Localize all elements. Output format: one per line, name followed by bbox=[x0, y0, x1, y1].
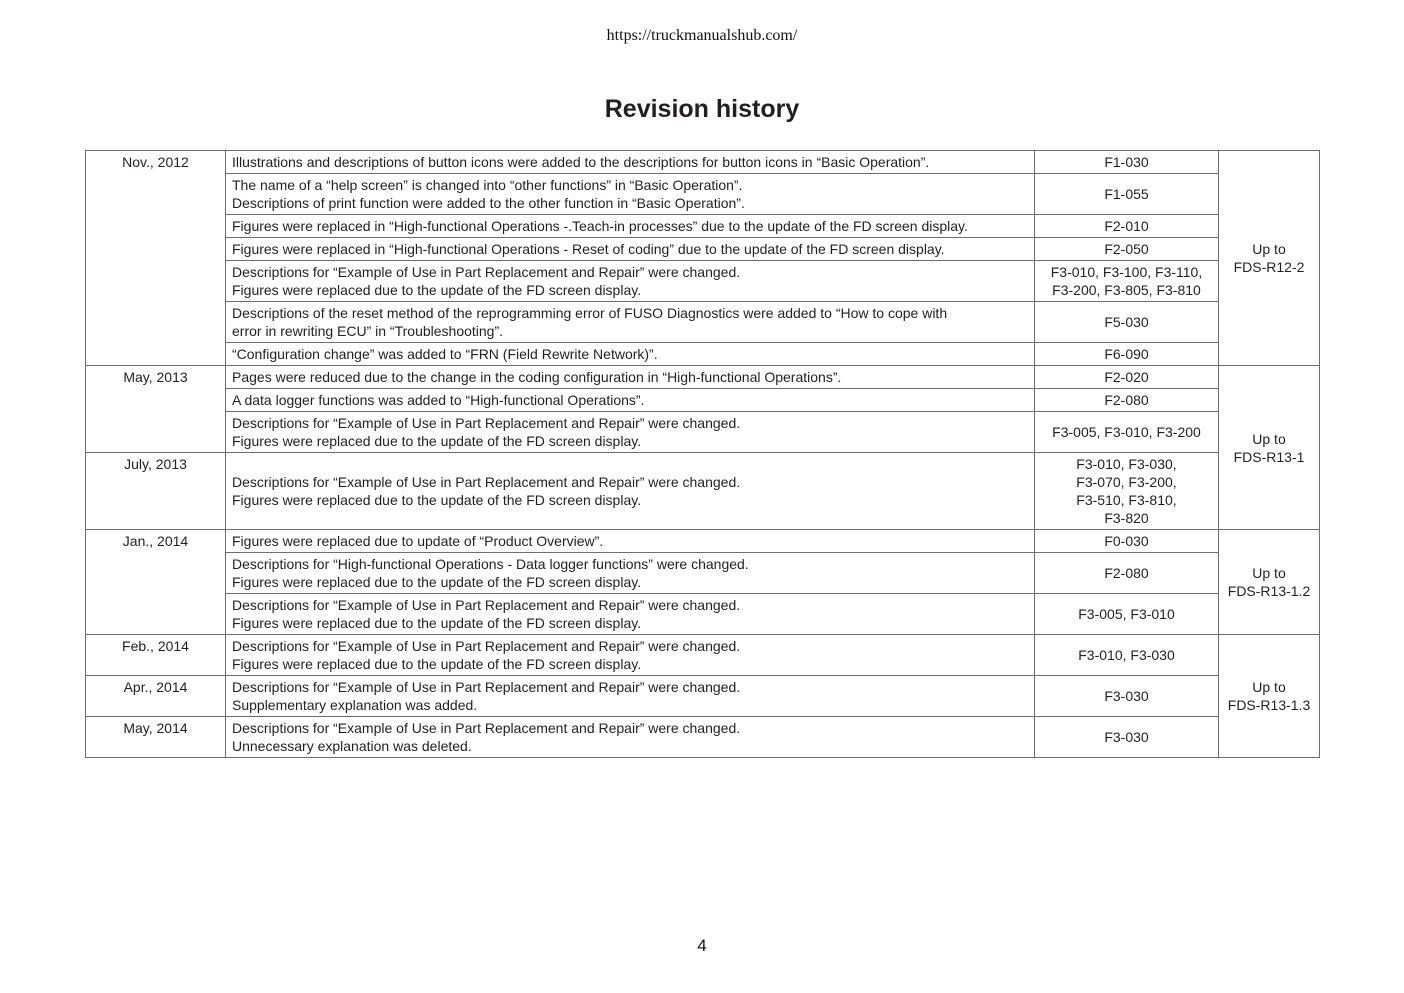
table-row bbox=[86, 261, 1320, 302]
table-row bbox=[86, 366, 1320, 389]
table-row bbox=[86, 412, 1320, 453]
table-row bbox=[86, 453, 1320, 530]
description-cell: Descriptions for “Example of Use in Part Replacement and Repair” were changed. Supplementary explanation was added. bbox=[226, 676, 1035, 717]
table-row bbox=[86, 215, 1320, 238]
page-code-cell: F1-030 bbox=[1035, 151, 1219, 174]
page-code-cell: F2-080 bbox=[1035, 389, 1219, 412]
version-cell: Up to FDS-R13-1.3 bbox=[1219, 635, 1320, 758]
version-cell: Up to FDS-R12-2 bbox=[1219, 151, 1320, 366]
description-cell: Descriptions for “Example of Use in Part Replacement and Repair” were changed. Figures were replaced due to the update of the FD screen display. bbox=[226, 412, 1035, 453]
page-code-cell: F3-030 bbox=[1035, 717, 1219, 758]
table-row bbox=[86, 717, 1320, 758]
revision-table bbox=[85, 150, 1320, 758]
page-code-cell: F2-080 bbox=[1035, 553, 1219, 594]
page-code-cell: F0-030 bbox=[1035, 530, 1219, 553]
table-row bbox=[86, 151, 1320, 174]
description-cell: Figures were replaced in “High-functional Operations -.Teach-in processes” due to the update of the FD screen display. bbox=[226, 215, 1035, 238]
table-row bbox=[86, 635, 1320, 676]
page-code-cell: F2-050 bbox=[1035, 238, 1219, 261]
page-code-cell: F5-030 bbox=[1035, 302, 1219, 343]
description-cell: Descriptions for “Example of Use in Part Replacement and Repair” were changed. Figures were replaced due to the update of the FD screen display. bbox=[226, 453, 1035, 530]
description-cell: “Configuration change” was added to “FRN (Field Rewrite Network)”. bbox=[226, 343, 1035, 366]
page-code-cell: F3-010, F3-030 bbox=[1035, 635, 1219, 676]
description-cell: Pages were reduced due to the change in the coding configuration in “High-functional Operations”. bbox=[226, 366, 1035, 389]
table-row bbox=[86, 238, 1320, 261]
page-code-cell: F2-010 bbox=[1035, 215, 1219, 238]
table-row bbox=[86, 302, 1320, 343]
page-code-cell: F3-010, F3-030, F3-070, F3-200, F3-510, F3-810, F3-820 bbox=[1035, 453, 1219, 530]
date-cell: Jan., 2014 bbox=[86, 530, 226, 635]
table-row bbox=[86, 594, 1320, 635]
date-cell: Feb., 2014 bbox=[86, 635, 226, 676]
table-row bbox=[86, 389, 1320, 412]
version-cell: Up to FDS-R13-1 bbox=[1219, 366, 1320, 530]
description-cell: Descriptions for “Example of Use in Part Replacement and Repair” were changed. Unnecessary explanation was deleted. bbox=[226, 717, 1035, 758]
date-cell: May, 2014 bbox=[86, 717, 226, 758]
page-title: Revision history bbox=[604, 95, 800, 123]
description-cell: A data logger functions was added to “High-functional Operations”. bbox=[226, 389, 1035, 412]
version-cell: Up to FDS-R13-1.2 bbox=[1219, 530, 1320, 635]
description-cell: Figures were replaced in “High-functional Operations - Reset of coding” due to the update of the FD screen display. bbox=[226, 238, 1035, 261]
header-url: https://truckmanualshub.com/ bbox=[606, 27, 798, 44]
table-row bbox=[86, 343, 1320, 366]
page-code-cell: F3-030 bbox=[1035, 676, 1219, 717]
page-code-cell: F1-055 bbox=[1035, 174, 1219, 215]
page-code-cell: F2-020 bbox=[1035, 366, 1219, 389]
date-cell: Nov., 2012 bbox=[86, 151, 226, 366]
date-cell: Apr., 2014 bbox=[86, 676, 226, 717]
page-code-cell: F3-010, F3-100, F3-110, F3-200, F3-805, F3-810 bbox=[1035, 261, 1219, 302]
table-row bbox=[86, 530, 1320, 553]
date-cell: May, 2013 bbox=[86, 366, 226, 453]
description-cell: Illustrations and descriptions of button icons were added to the descriptions for button icons in “Basic Operation”. bbox=[226, 151, 1035, 174]
description-cell: Descriptions for “Example of Use in Part Replacement and Repair” were changed. Figures were replaced due to the update of the FD screen display. bbox=[226, 594, 1035, 635]
date-cell: July, 2013 bbox=[86, 453, 226, 530]
description-cell: Figures were replaced due to update of “Product Overview”. bbox=[226, 530, 1035, 553]
page-code-cell: F3-005, F3-010 bbox=[1035, 594, 1219, 635]
page-code-cell: F3-005, F3-010, F3-200 bbox=[1035, 412, 1219, 453]
page-number: 4 bbox=[697, 936, 707, 955]
description-cell: Descriptions of the reset method of the reprogramming error of FUSO Diagnostics were added to “How to cope with error in rewriting ECU” in “Troubleshooting”. bbox=[226, 302, 1035, 343]
description-cell: Descriptions for “High-functional Operations - Data logger functions” were changed. Figures were replaced due to the update of the FD screen display. bbox=[226, 553, 1035, 594]
table-row bbox=[86, 553, 1320, 594]
table-row bbox=[86, 676, 1320, 717]
description-cell: The name of a “help screen” is changed into “other functions” in “Basic Operation”. Descriptions of print function were added to the other function in “Basic Operation”. bbox=[226, 174, 1035, 215]
description-cell: Descriptions for “Example of Use in Part Replacement and Repair” were changed. Figures were replaced due to the update of the FD screen display. bbox=[226, 261, 1035, 302]
page-code-cell: F6-090 bbox=[1035, 343, 1219, 366]
table-row bbox=[86, 174, 1320, 215]
description-cell: Descriptions for “Example of Use in Part Replacement and Repair” were changed. Figures were replaced due to the update of the FD screen display. bbox=[226, 635, 1035, 676]
